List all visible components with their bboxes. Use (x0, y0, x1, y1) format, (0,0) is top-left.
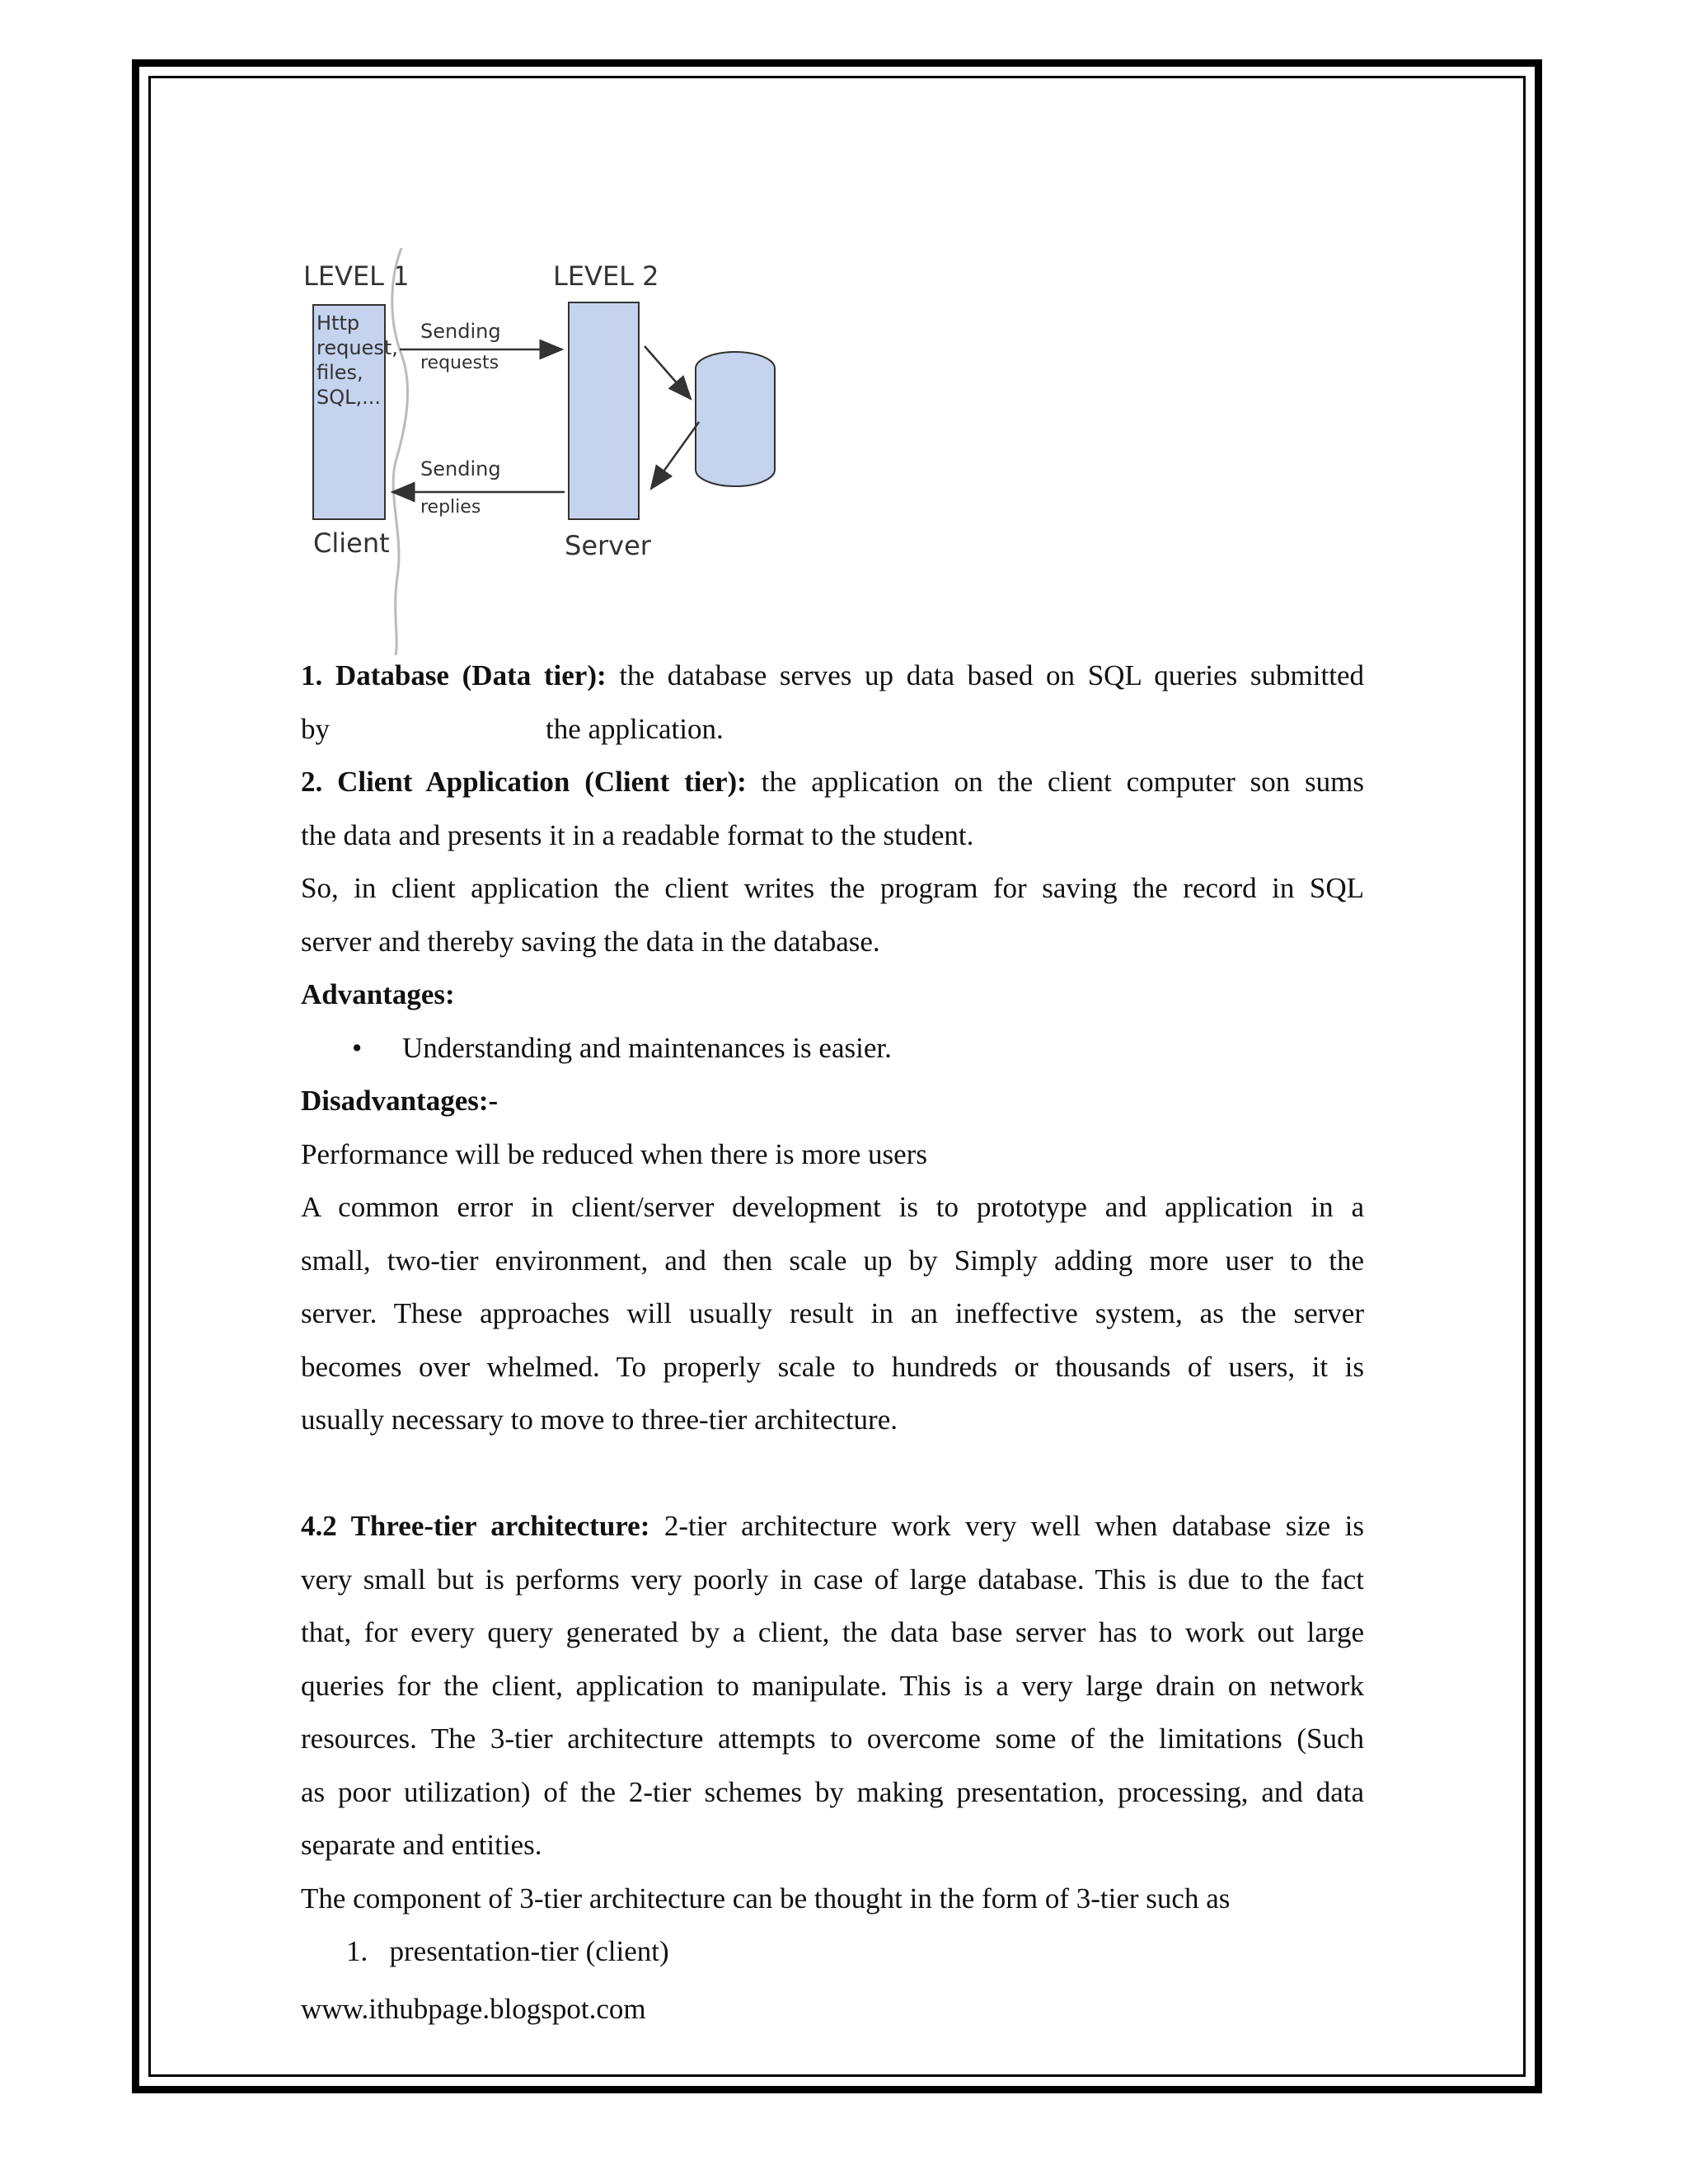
database-heading: 1. Database (Data tier): (301, 659, 607, 691)
database-tail: the application. (546, 712, 724, 745)
three-tier-para-line: queries for the client, application to manipulate. This is a very large drain on network (301, 1669, 1364, 1702)
disadvantages-para-line: small, two-tier environment, and then scale up by Simply adding more user to the (301, 1244, 1364, 1277)
three-tier-para-line: that, for every query generated by a client, the data base server has to work out large (301, 1616, 1364, 1648)
client-box-line: Http (316, 312, 360, 335)
database-para-line (301, 703, 1364, 757)
disadvantages-heading: Disadvantages:- (301, 1085, 499, 1117)
client-box-line: request, (316, 336, 398, 359)
client-app-para-line: the data and presents it in a readable format to the student. (301, 818, 974, 851)
database-by: by (301, 712, 330, 745)
three-tier-para-line: separate and entities. (301, 1829, 542, 1861)
three-tier-para-line (301, 1500, 1364, 1554)
bullet-icon: • (352, 1031, 363, 1064)
client-label: Client (313, 527, 390, 559)
three-tier-heading: 4.2 Three-tier architecture: (301, 1510, 650, 1542)
document-body (301, 649, 1364, 1979)
client-app-para-line (301, 756, 1364, 809)
disadvantages-line: Performance will be reduced when there is more users (301, 1137, 927, 1170)
database-para-line (301, 649, 1364, 703)
footer-url[interactable]: www.ithubpage.blogspot.com (301, 1993, 646, 2025)
client-app-heading: 2. Client Application (Client tier): (301, 766, 747, 798)
section-spacer (301, 1447, 1364, 1501)
client-app-text: the application on the client computer son sums (746, 766, 1364, 798)
advantages-heading: Advantages: (301, 978, 455, 1010)
database-cylinder-body (696, 368, 775, 486)
disadvantages-para-line: server. These approaches will usually result in an ineffective system, as the server (301, 1297, 1364, 1329)
advantages-list-item (301, 1022, 1364, 1076)
database-text: the database serves up data based on SQL queries submitted (606, 659, 1364, 691)
send-request-label: Sending (420, 320, 501, 343)
so-para-line: So, in client application the client writes the program for saving the record in SQL (301, 872, 1364, 904)
level1-label: LEVEL 1 (303, 260, 410, 292)
client-box-line: files, (316, 361, 363, 384)
three-tier-text: 2-tier architecture work very well when database size is (649, 1510, 1365, 1542)
three-tier-para-line: as poor utilization) of the 2-tier schemes by making presentation, processing, and data (301, 1775, 1364, 1808)
three-tier-para-line: resources. The 3-tier architecture attempts to overcome some of the limitations (Such (301, 1722, 1364, 1755)
db-to-server-arrow (651, 422, 699, 489)
tier-list-item: 1. presentation-tier (client) (346, 1935, 669, 1967)
advantage-text: Understanding and maintenances is easier. (402, 1031, 892, 1064)
server-label: Server (565, 530, 651, 561)
send-request-label: requests (420, 353, 499, 373)
two-tier-diagram (297, 247, 808, 659)
level2-label: LEVEL 2 (553, 260, 659, 292)
so-para-line: server and thereby saving the data in the database. (301, 925, 880, 958)
server-to-db-arrow (645, 346, 691, 399)
component-line: The component of 3-tier architecture can be thought in the form of 3-tier such as (301, 1882, 1231, 1915)
disadvantages-para-line: usually necessary to move to three-tier architecture. (301, 1404, 898, 1436)
disadvantages-para-line: A common error in client/server development is to prototype and application in a (301, 1191, 1364, 1223)
send-reply-label: replies (420, 497, 481, 518)
send-reply-label: Sending (420, 457, 501, 480)
tier-separator-line (392, 248, 408, 655)
server-box (569, 302, 639, 519)
disadvantages-para-line: becomes over whelmed. To properly scale to hundreds or thousands of users, it is (301, 1350, 1364, 1383)
three-tier-para-line: very small but is performs very poorly in case of large database. This is due to the fact (301, 1563, 1364, 1596)
client-box-line: SQL,... (316, 386, 382, 409)
